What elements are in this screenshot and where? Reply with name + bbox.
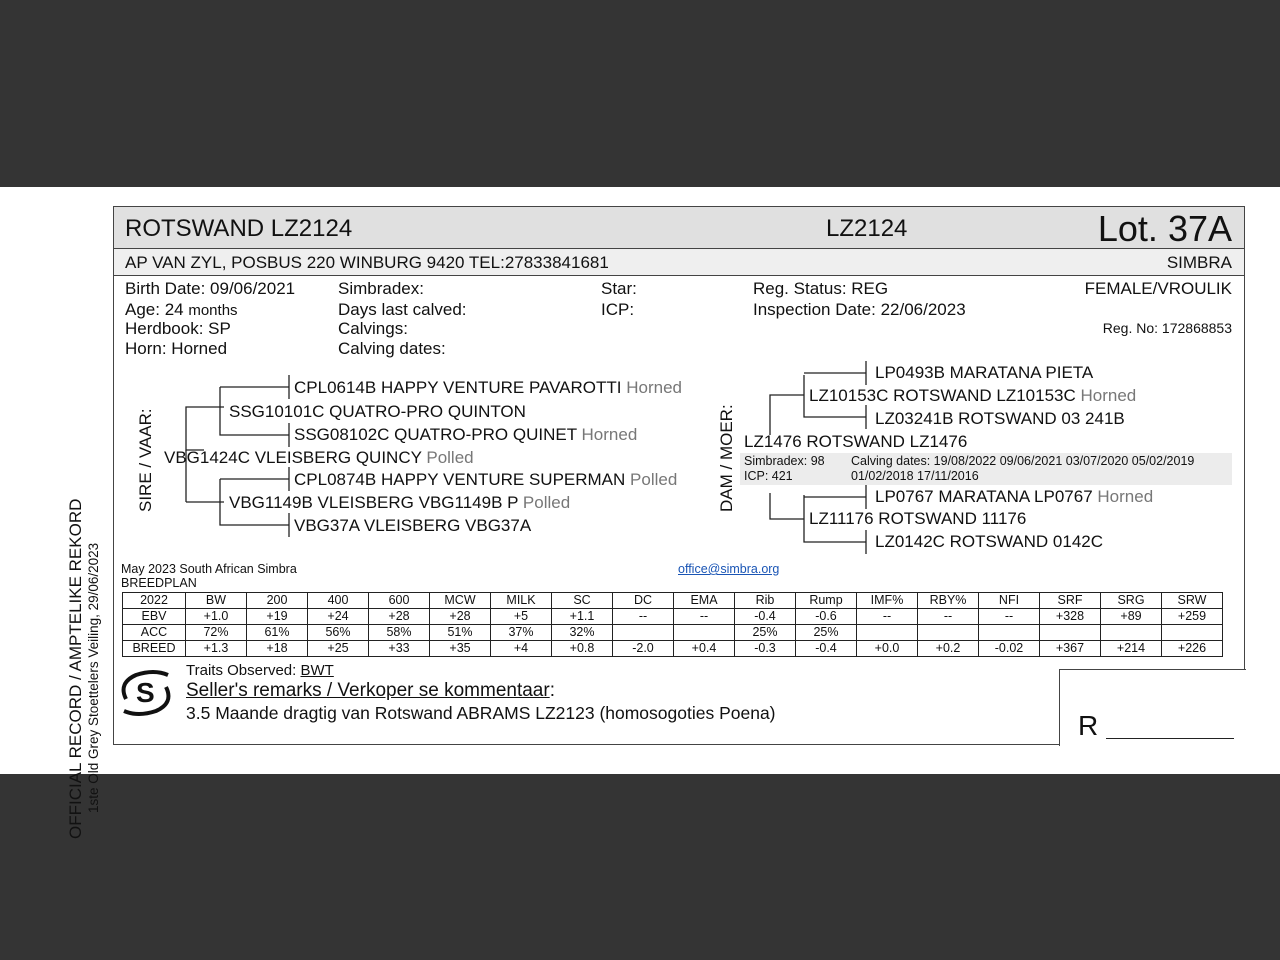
ebv-header-cell: 400 xyxy=(308,593,369,609)
ebv-cell: 61% xyxy=(247,625,308,641)
ebv-header-cell: EMA xyxy=(674,593,735,609)
ebv-header-cell: SRF xyxy=(1040,593,1101,609)
birth-date: Birth Date: 09/06/2021 xyxy=(125,279,296,298)
ebv-cell: +35 xyxy=(430,641,491,657)
sd-horn: Polled xyxy=(522,493,571,512)
dds-name: LP0767 MARATANA LP0767 xyxy=(875,487,1093,506)
ebv-header-cell: IMF% xyxy=(857,593,918,609)
ebv-cell: +0.2 xyxy=(918,641,979,657)
ebv-cell: +328 xyxy=(1040,609,1101,625)
ebv-cell: -0.4 xyxy=(735,609,796,625)
ebv-cell: EBV xyxy=(123,609,186,625)
ebv-cell: +367 xyxy=(1040,641,1101,657)
dam-calving-info xyxy=(740,453,1232,485)
ebv-cell: -0.02 xyxy=(979,641,1040,657)
ebv-header-cell: SC xyxy=(552,593,613,609)
sire-horn: Polled xyxy=(426,448,474,467)
ebv-cell xyxy=(613,625,674,641)
dam-sire xyxy=(809,386,1136,406)
dam-sire-dam: LZ03241B ROTSWAND 03 241B xyxy=(875,409,1125,428)
sss-horn: Horned xyxy=(626,378,683,397)
ebv-header-cell: MCW xyxy=(430,593,491,609)
sire-sire-sire xyxy=(294,378,682,398)
star: Star: xyxy=(601,279,637,298)
ebv-table xyxy=(122,592,1223,657)
sire-name: VBG1424C VLEISBERG QUINCY xyxy=(164,448,422,467)
lot-card xyxy=(113,206,1245,745)
sex-label: FEMALE/VROULIK xyxy=(1084,279,1232,298)
ebv-row xyxy=(123,625,1223,641)
ebv-header-cell: Rump xyxy=(796,593,857,609)
calving-dates: Calving dates: xyxy=(338,339,446,358)
contact-email-link[interactable]: office@simbra.org xyxy=(678,562,780,576)
owner-details: AP VAN ZYL, POSBUS 220 WINBURG 9420 TEL:27833841681 xyxy=(125,253,609,272)
ebv-cell: +259 xyxy=(1162,609,1223,625)
ebv-cell: -- xyxy=(857,609,918,625)
ebv-header-cell: 2022 xyxy=(123,593,186,609)
dam: LZ1476 ROTSWAND LZ1476 xyxy=(744,432,968,451)
inspection-date: Inspection Date: 22/06/2023 xyxy=(753,300,966,319)
ebv-cell: +24 xyxy=(308,609,369,625)
ebv-cell xyxy=(1162,625,1223,641)
ebv-cell xyxy=(1101,625,1162,641)
remarks-text: 3.5 Maande dragtig van Rotswand ABRAMS LZ2123 (homosogoties Poena) xyxy=(186,703,776,723)
ebv-cell xyxy=(674,625,735,641)
ebv-cell: 56% xyxy=(308,625,369,641)
ebv-cell: +25 xyxy=(308,641,369,657)
dam-bracket-top xyxy=(770,395,804,435)
ebv-cell: -2.0 xyxy=(613,641,674,657)
breedplan-source: May 2023 South African Simbra xyxy=(121,562,297,576)
ds-name: LZ10153C ROTSWAND LZ10153C xyxy=(809,386,1076,405)
ebv-cell: -- xyxy=(979,609,1040,625)
dam-sire-sire: LP0493B MARATANA PIETA xyxy=(875,363,1094,382)
animal-id: LZ2124 xyxy=(826,215,908,242)
ebv-cell: 51% xyxy=(430,625,491,641)
simbra-logo-icon xyxy=(114,667,178,719)
price-box xyxy=(1059,669,1246,746)
sire-dam-dam: VBG37A VLEISBERG VBG37A xyxy=(294,516,532,535)
ebv-header-cell: NFI xyxy=(979,593,1040,609)
days-last-calved: Days last calved: xyxy=(338,300,467,319)
ebv-cell: +28 xyxy=(369,609,430,625)
sds-name: CPL0874B HAPPY VENTURE SUPERMAN xyxy=(294,470,626,489)
ebv-cell: +1.3 xyxy=(186,641,247,657)
ebv-cell: +18 xyxy=(247,641,308,657)
ebv-cell: +33 xyxy=(369,641,430,657)
dam-dam: LZ11176 ROTSWAND 11176 xyxy=(809,509,1027,528)
ebv-header-cell: SRW xyxy=(1162,593,1223,609)
ebv-cell: -- xyxy=(613,609,674,625)
breedplan-label: BREEDPLAN xyxy=(121,576,197,590)
dam-icp: ICP: 421 xyxy=(744,469,793,483)
sire-sire-dam xyxy=(294,425,637,445)
ebv-cell xyxy=(918,625,979,641)
registration-number: Reg. No: 172868853 xyxy=(1102,320,1232,336)
sire-sire: SSG10101C QUATRO-PRO QUINTON xyxy=(229,402,526,421)
ebv-cell: -0.6 xyxy=(796,609,857,625)
dam-label: DAM / MOER: xyxy=(717,404,736,512)
ebv-cell: 25% xyxy=(796,625,857,641)
sire-bracket xyxy=(186,407,224,450)
ebv-cell: +0.4 xyxy=(674,641,735,657)
dam-dam-dam: LZ0142C ROTSWAND 0142C xyxy=(875,532,1104,551)
official-record-label: OFFICIAL RECORD / AMPTELIKE REKORD xyxy=(66,498,85,839)
ssd-horn: Horned xyxy=(581,425,638,444)
dam-simbradex: Simbradex: 98 xyxy=(744,454,825,468)
ebv-header-row xyxy=(123,593,1223,609)
remarks-heading-text: Seller's remarks / Verkoper se kommentaar xyxy=(186,680,550,701)
sds-horn: Polled xyxy=(630,470,678,489)
ebv-cell: ACC xyxy=(123,625,186,641)
calvings: Calvings: xyxy=(338,319,408,338)
traits-label: Traits Observed: xyxy=(186,662,297,679)
logo-letter: S xyxy=(136,677,155,708)
dam-bracket-bottom xyxy=(770,493,804,519)
horn-status: Horn: Horned xyxy=(125,339,228,358)
reg-status: Reg. Status: REG xyxy=(753,279,889,298)
auction-name-label: 1ste Old Grey Stoettelers Veiling, 29/06/2023 xyxy=(86,542,101,813)
sss-name: CPL0614B HAPPY VENTURE PAVAROTTI xyxy=(294,378,622,397)
ebv-cell: -- xyxy=(918,609,979,625)
sire-dam xyxy=(229,493,570,513)
traits-observed xyxy=(186,662,334,679)
ebv-header-cell: RBY% xyxy=(918,593,979,609)
animal-name: ROTSWAND LZ2124 xyxy=(125,215,353,242)
sire-dam-sire xyxy=(294,470,677,490)
ebv-cell: +1.1 xyxy=(552,609,613,625)
ebv-cell: 58% xyxy=(369,625,430,641)
ebv-cell: BREED xyxy=(123,641,186,657)
price-currency: R xyxy=(1078,710,1099,741)
icp: ICP: xyxy=(601,300,635,319)
sire xyxy=(164,448,474,468)
ebv-cell: +5 xyxy=(491,609,552,625)
ebv-header-cell: SRG xyxy=(1101,593,1162,609)
ebv-cell: +28 xyxy=(430,609,491,625)
ebv-cell xyxy=(857,625,918,641)
ebv-header-cell: DC xyxy=(613,593,674,609)
age-unit: months xyxy=(188,302,238,319)
dam-dam-sire xyxy=(875,487,1153,507)
simbradex: Simbradex: xyxy=(338,279,424,298)
ebv-cell xyxy=(979,625,1040,641)
herdbook: Herdbook: SP xyxy=(125,319,231,338)
ebv-cell: +89 xyxy=(1101,609,1162,625)
dam-calving-dates-cont: 01/02/2018 17/11/2016 xyxy=(851,469,979,483)
price-entry-line[interactable] xyxy=(1106,737,1234,739)
dam-calving-dates: Calving dates: 19/08/2022 09/06/2021 03/07/2020 05/02/2019 xyxy=(851,454,1195,468)
lot-number: Lot. 37A xyxy=(1097,208,1232,249)
traits-value: BWT xyxy=(300,662,334,679)
ebv-row xyxy=(123,609,1223,625)
ebv-row xyxy=(123,641,1223,657)
ebv-cell: 37% xyxy=(491,625,552,641)
ebv-cell: -0.3 xyxy=(735,641,796,657)
ebv-header-cell: MILK xyxy=(491,593,552,609)
ebv-header-cell: 200 xyxy=(247,593,308,609)
ebv-cell: +0.8 xyxy=(552,641,613,657)
ebv-cell xyxy=(1040,625,1101,641)
ebv-cell: 25% xyxy=(735,625,796,641)
ebv-cell: +1.0 xyxy=(186,609,247,625)
remarks-colon: : xyxy=(549,680,555,701)
ebv-cell: -- xyxy=(674,609,735,625)
ebv-cell: 72% xyxy=(186,625,247,641)
ebv-cell: +214 xyxy=(1101,641,1162,657)
sire-label: SIRE / VAAR: xyxy=(136,408,155,512)
ssd-name: SSG08102C QUATRO-PRO QUINET xyxy=(294,425,577,444)
age-value: Age: 24 xyxy=(125,300,184,319)
ds-horn: Horned xyxy=(1080,386,1137,405)
ebv-cell: 32% xyxy=(552,625,613,641)
ebv-header-cell: Rib xyxy=(735,593,796,609)
ebv-header-cell: BW xyxy=(186,593,247,609)
ebv-cell: +4 xyxy=(491,641,552,657)
ebv-cell: +0.0 xyxy=(857,641,918,657)
ebv-cell: -0.4 xyxy=(796,641,857,657)
remarks-heading xyxy=(186,680,555,702)
sd-name: VBG1149B VLEISBERG VBG1149B P xyxy=(229,493,519,512)
dds-horn: Horned xyxy=(1097,487,1154,506)
breed-label: SIMBRA xyxy=(1166,253,1232,272)
ebv-cell: +19 xyxy=(247,609,308,625)
ebv-cell: +226 xyxy=(1162,641,1223,657)
ebv-header-cell: 600 xyxy=(369,593,430,609)
